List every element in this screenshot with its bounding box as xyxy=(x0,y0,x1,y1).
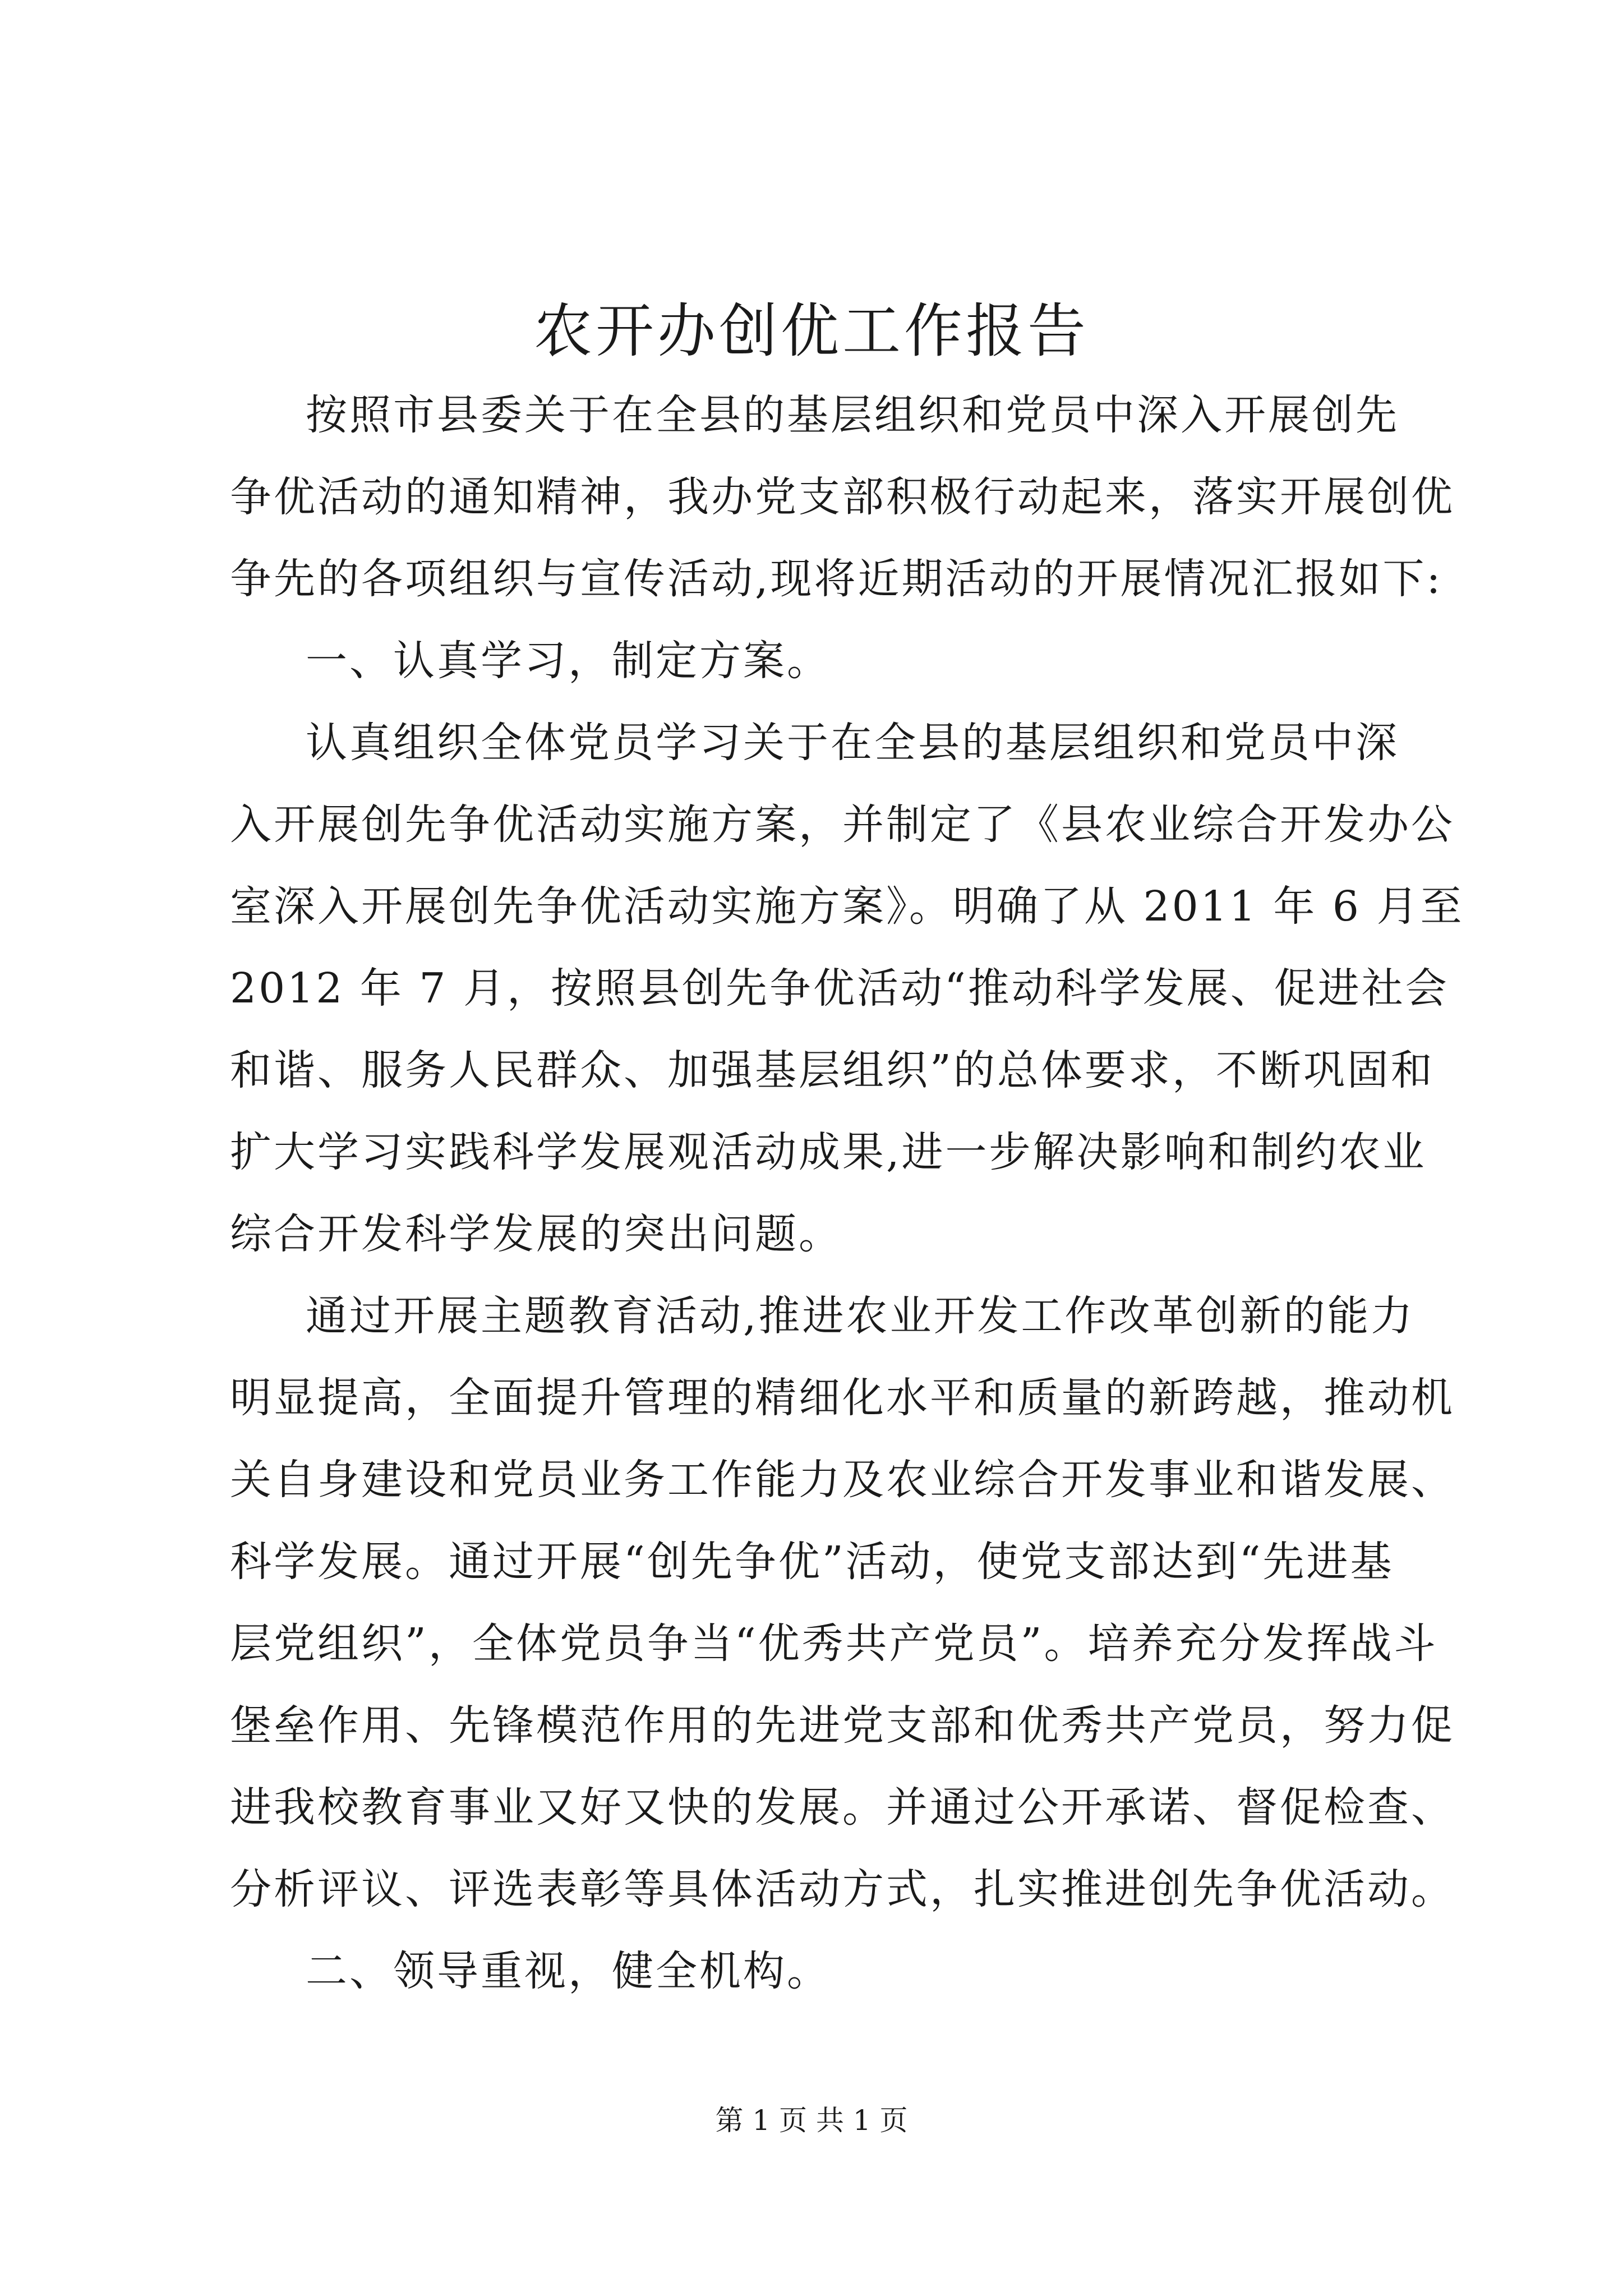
text-line: 扩大学习实践科学发展观活动成果,进一步解决影响和制约农业 xyxy=(230,1128,1427,1176)
text-line: 室深入开展创先争优活动实施方案》。明确了从 2011 年 6 月至 xyxy=(230,882,1464,931)
text-line: 2012 年 7 月，按照县创先争优活动“推动科学发展、促进社会 xyxy=(230,964,1449,1013)
text-line: 堡垒作用、先锋模范作用的先进党支部和优秀共产党员，努力促 xyxy=(230,1701,1455,1750)
text-line: 争先的各项组织与宣传活动,现将近期活动的开展情况汇报如下: xyxy=(230,555,1443,603)
text-line: 按照市县委关于在全县的基层组织和党员中深入开展创先 xyxy=(306,391,1399,439)
section-heading: 二、领导重视，健全机构。 xyxy=(306,1947,831,1995)
text-line: 争优活动的通知精神，我办党支部积极行动起来，落实开展创优 xyxy=(230,473,1455,521)
text-line: 明显提高，全面提升管理的精细化水平和质量的新跨越，推动机 xyxy=(230,1374,1455,1422)
text-line: 进我校教育事业又好又快的发展。并通过公开承诺、督促检查、 xyxy=(230,1783,1455,1832)
text-line: 科学发展。通过开展“创先争优”活动，使党支部达到“先进基 xyxy=(230,1538,1394,1586)
text-line: 认真组织全体党员学习关于在全县的基层组织和党员中深 xyxy=(306,719,1399,767)
document-title: 农开办创优工作报告 xyxy=(533,297,1089,365)
section-heading: 一、认真学习，制定方案。 xyxy=(306,637,831,685)
text-line: 层党组织”，全体党员争当“优秀共产党员”。培养充分发挥战斗 xyxy=(230,1619,1438,1668)
text-line: 和谐、服务人民群众、加强基层组织”的总体要求，不断巩固和 xyxy=(230,1046,1435,1094)
text-line: 入开展创先争优活动实施方案，并制定了《县农业综合开发办公 xyxy=(230,800,1455,849)
text-line: 通过开展主题教育活动,推进农业开发工作改革创新的能力 xyxy=(306,1292,1415,1340)
text-line: 分析评议、评选表彰等具体活动方式，扎实推进创先争优活动。 xyxy=(230,1865,1455,1913)
page-footer: 第 1 页 共 1 页 xyxy=(715,2104,908,2137)
text-line: 综合开发科学发展的突出问题。 xyxy=(230,1210,842,1258)
text-line: 关自身建设和党员业务工作能力及农业综合开发事业和谐发展、 xyxy=(230,1456,1455,1504)
